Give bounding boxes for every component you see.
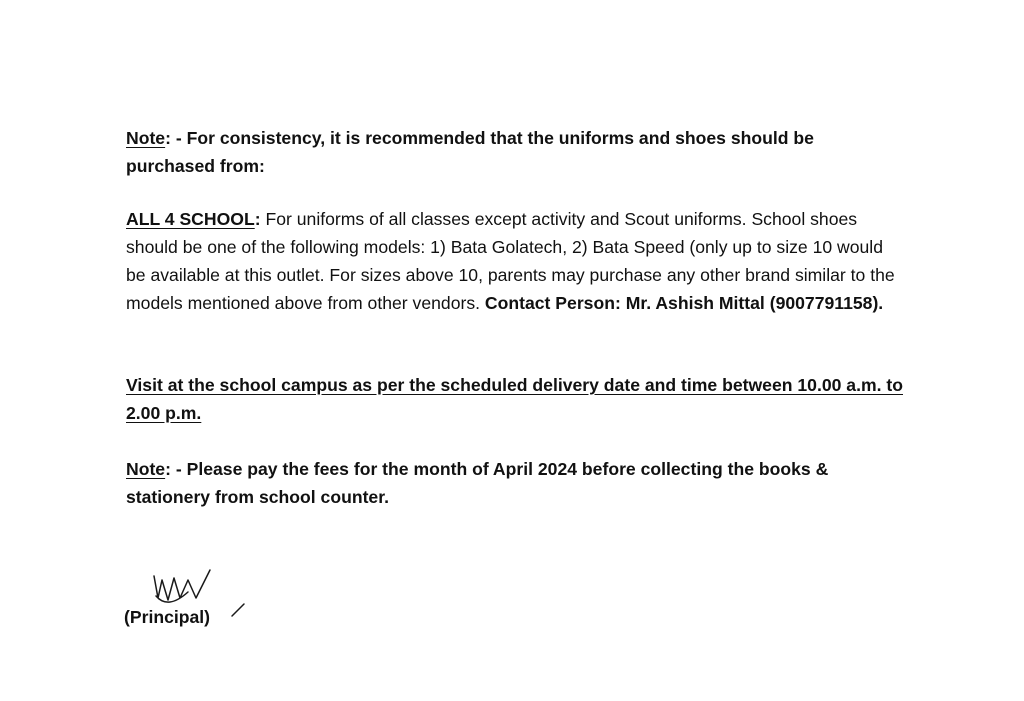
note-text: Please pay the fees for the month of April 2024 before collecting the books & stationery from school counter. [126, 459, 829, 507]
principal-title: (Principal) [124, 607, 211, 627]
note-fees [126, 455, 906, 511]
visit-schedule: Visit at the school campus as per the scheduled delivery date and time between 10.00 a.m. to 2.00 p.m. [126, 375, 903, 423]
note-uniforms-shoes [126, 124, 906, 180]
note-separator: : - [165, 128, 187, 148]
note-label: Note [126, 459, 166, 479]
outlet-colon: : [254, 209, 261, 229]
outlet-details: For uniforms of all classes except activity and Scout uniforms. School shoes should be one of the following models: 1) Bata Golatech, 2) Bata Speed (only up to size 10 would be available at this outlet. For sizes above 10, parents may purchase any other brand similar to the models mentioned above from other vendors. [126, 209, 895, 313]
note-text: For consistency, it is recommended that the uniforms and shoes should be purchased from: [126, 128, 814, 176]
outlet-name: ALL 4 SCHOOL [126, 209, 255, 229]
school-outlet-paragraph [126, 205, 906, 317]
note-label: Note [126, 128, 166, 148]
note-separator: : - [165, 459, 187, 479]
contact-person: Contact Person: Mr. Ashish Mittal (9007791158). [484, 293, 884, 313]
